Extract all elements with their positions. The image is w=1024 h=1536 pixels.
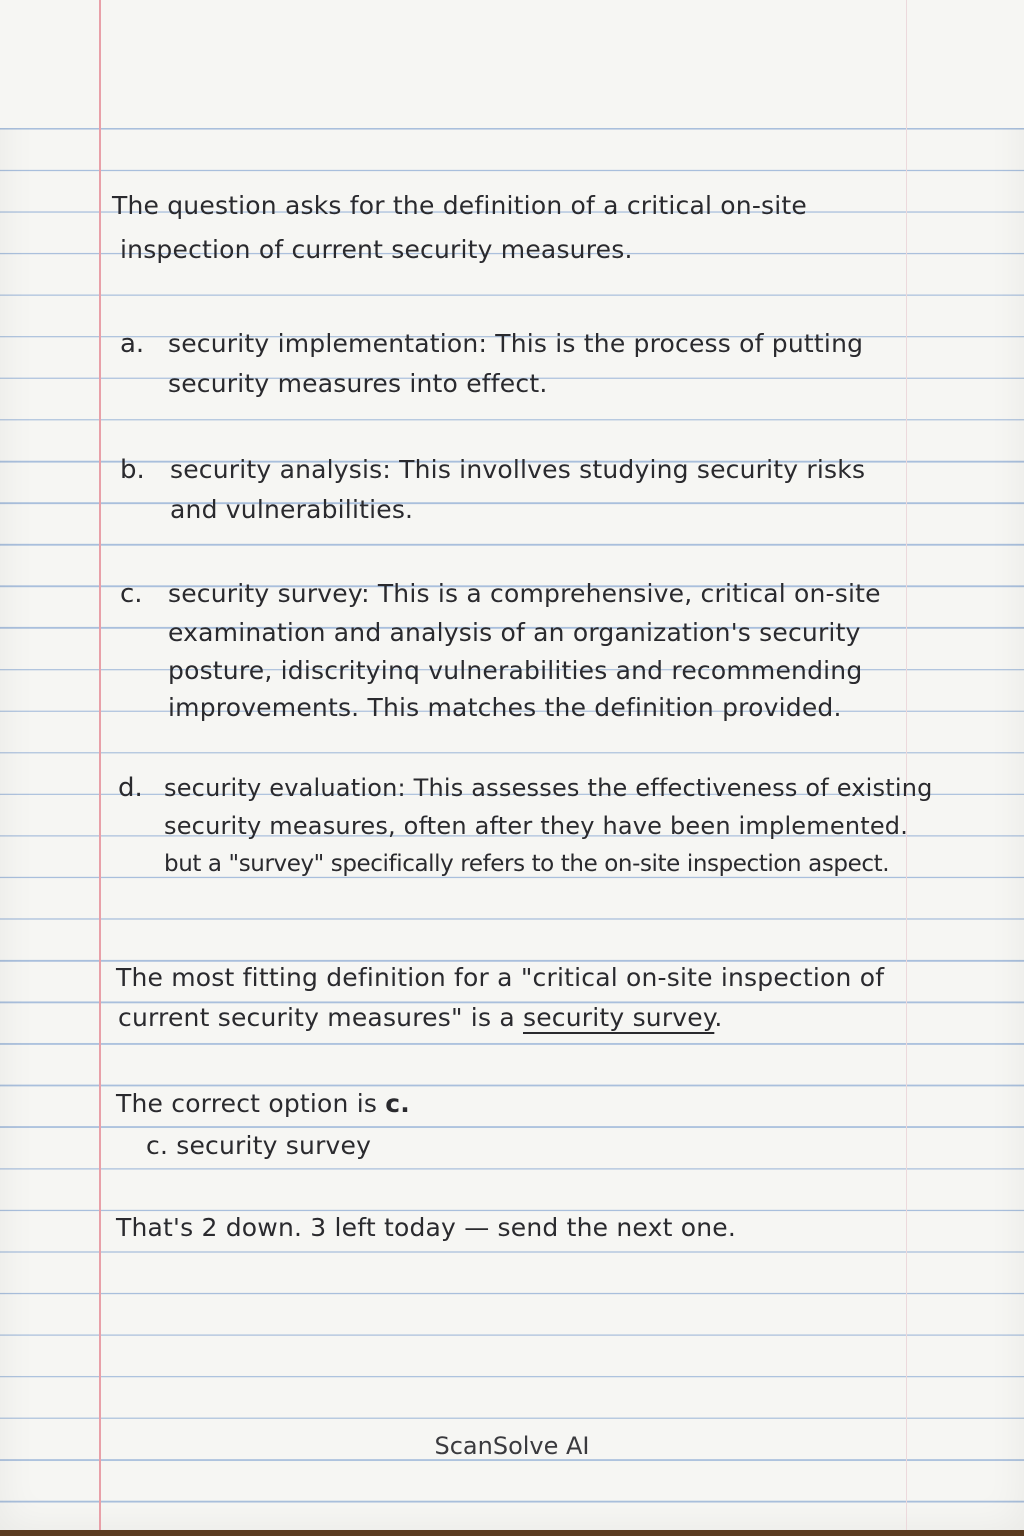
margin-line bbox=[99, 0, 101, 1530]
option-a-line-1: security implementation: This is the process of putting bbox=[168, 329, 864, 358]
intro-line-1: The question asks for the definition of a critical on-site bbox=[112, 191, 808, 220]
option-c-line-2: examination and analysis of an organization's security bbox=[168, 618, 861, 647]
option-a-line-2: security measures into effect. bbox=[168, 369, 548, 398]
option-d-line-3: but a "survey" specifically refers to the on-site inspection aspect. bbox=[164, 851, 890, 877]
option-d-line-2: security measures, often after they have been implemented. bbox=[164, 812, 909, 840]
option-c-letter: c. bbox=[120, 579, 143, 609]
correct-option-letter: c. bbox=[385, 1089, 410, 1118]
conclusion-line-2 bbox=[118, 998, 722, 1038]
option-c-line-4: improvements. This matches the definition provided. bbox=[168, 693, 842, 722]
desk-edge bbox=[0, 1530, 1024, 1536]
option-d-letter: d. bbox=[118, 773, 143, 803]
conclusion-prefix: current security measures" is a bbox=[118, 1003, 515, 1032]
option-b-line-1: security analysis: This invollves studying security risks bbox=[170, 455, 866, 484]
closing-line: That's 2 down. 3 left today — send the next one. bbox=[116, 1213, 736, 1242]
option-a-letter: a. bbox=[120, 329, 145, 359]
option-c-line-3: posture, idiscrityinq vulnerabilities and recommending bbox=[168, 656, 863, 685]
paper-header-space bbox=[0, 0, 1024, 128]
option-b-line-2: and vulnerabilities. bbox=[170, 495, 414, 524]
correct-option-answer: c. security survey bbox=[146, 1131, 372, 1160]
conclusion-line-1: The most fitting definition for a "critical on-site inspection of bbox=[116, 963, 885, 992]
answer-underlined: security survey bbox=[523, 1003, 715, 1032]
option-d-line-1: security evaluation: This assesses the effectiveness of existing bbox=[164, 774, 933, 802]
correct-option-line bbox=[116, 1084, 410, 1124]
option-c-line-1: security survey: This is a comprehensive, critical on-site bbox=[168, 579, 881, 608]
option-b-letter: b. bbox=[120, 455, 145, 485]
conclusion-suffix: . bbox=[714, 1003, 723, 1032]
intro-line-2: inspection of current security measures. bbox=[120, 235, 633, 264]
right-margin-line bbox=[906, 0, 907, 1530]
correct-option-prefix: The correct option is bbox=[116, 1089, 378, 1118]
footer-brand: ScanSolve AI bbox=[434, 1432, 590, 1460]
